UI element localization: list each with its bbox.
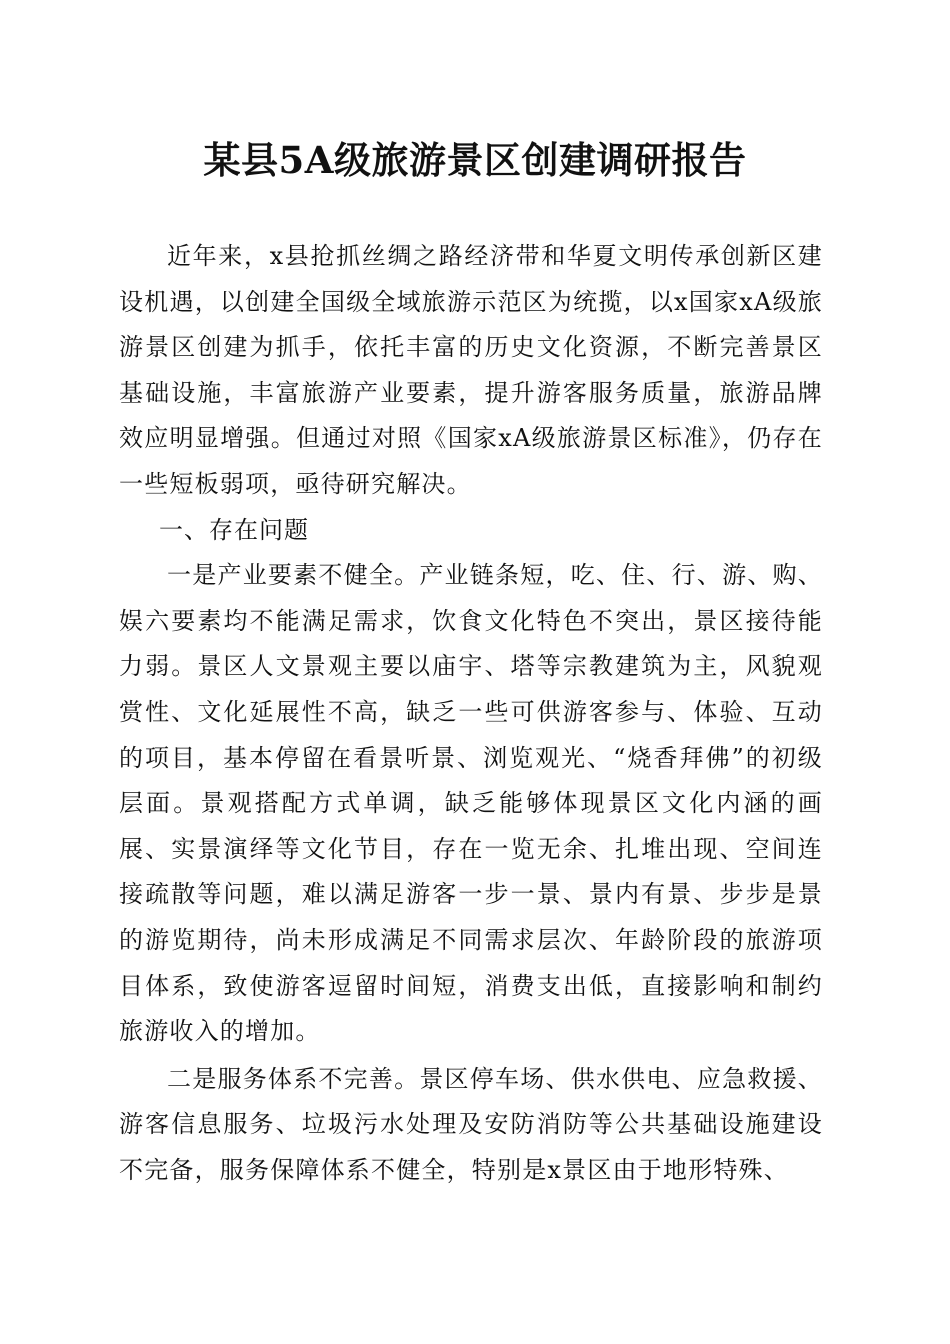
document-title: 某县5A级旅游景区创建调研报告	[203, 138, 747, 182]
problem-lead-1: 一是产业要素不健全。	[167, 561, 420, 590]
intro-paragraph: 近年来，x县抢抓丝绸之路经济带和华夏文明传承创新区建设机遇，以创建全国级全域旅游示范区为统揽，以x国家xA级旅游景区创建为抓手，依托丰富的历史文化资源，不断完善景区基础设施，丰富旅游产业要素，提升游客服务质量，旅游品牌效应明显增强。但通过对照《国家xA级旅游景区标准》，仍存在一些短板弱项，亟待研究解决。	[119, 242, 823, 498]
problem-paragraph-2	[119, 1057, 823, 1194]
document-body	[119, 234, 823, 1193]
problem-lead-2: 二是服务体系不完善。	[167, 1064, 420, 1093]
problem-paragraph-1	[119, 553, 823, 1055]
problem-text-1: 产业链条短，吃、住、行、游、购、娱六要素均不能满足需求，饮食文化特色不突出，景区接待能力弱。景区人文景观主要以庙宇、塔等宗教建筑为主，风貌观赏性、文化延展性不高，缺乏一些可供游客参与、体验、互动的项目，基本停留在看景听景、浏览观光、“烧香拜佛”的初级层面。景观搭配方式单调，缺乏能够体现景区文化内涵的画展、实景演绎等文化节目，存在一览无余、扎堆出现、空间连接疏散等问题，难以满足游客一步一景、景内有景、步步是景的游览期待，尚未形成满足不同需求层次、年龄阶段的旅游项目体系，致使游客逗留时间短，消费支出低，直接影响和制约旅游收入的增加。	[119, 561, 824, 1046]
problem-text-2: 景区停车场、供水供电、应急救援、游客信息服务、垃圾污水处理及安防消防等公共基础设施建设不完备，服务保障体系不健全，特别是x景区由于地形特殊、	[119, 1064, 824, 1184]
section-heading: 一、存在问题	[159, 515, 309, 544]
